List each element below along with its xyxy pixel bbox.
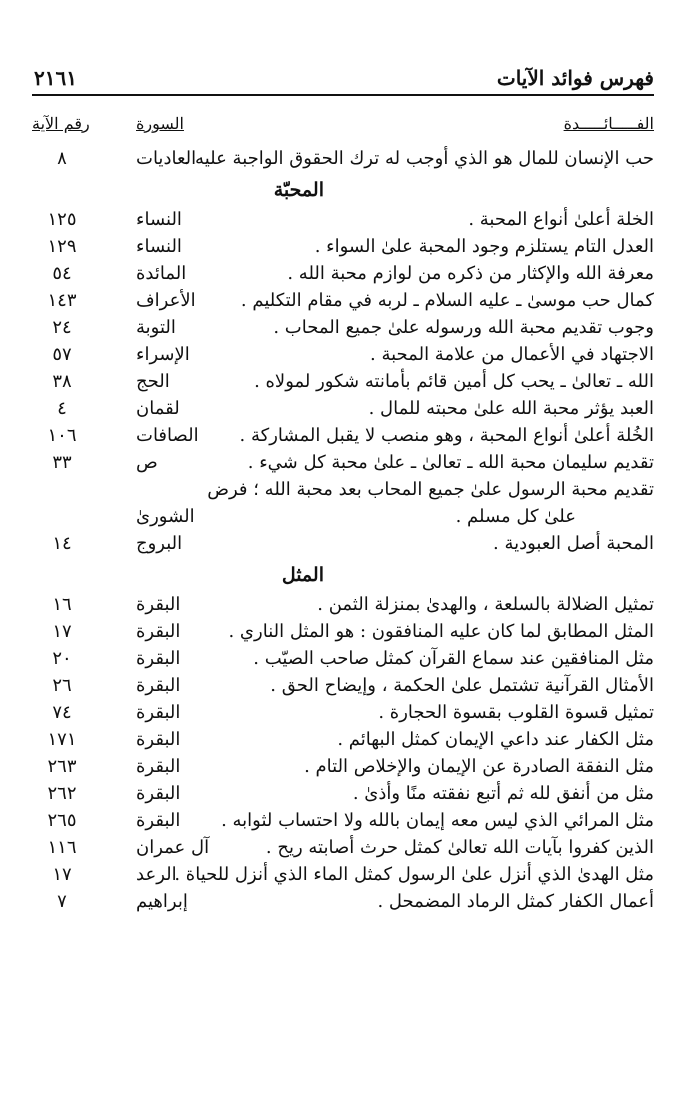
- benefit-text: أعمال الكفار كمثل الرماد المضمحل .: [377, 891, 654, 912]
- ayah-number: ٢٦: [52, 675, 72, 696]
- surah-name: التوبة: [136, 317, 176, 338]
- surah-name: العاديات: [136, 148, 197, 169]
- benefit-text: مثل المرائي الذي ليس معه إيمان بالله ولا احتساب لثوابه .: [221, 810, 654, 831]
- surah-name: المائدة: [136, 263, 187, 284]
- column-header-ayah: رقم الآية: [32, 114, 90, 133]
- table-row: [32, 700, 654, 727]
- surah-name: لقمان: [136, 398, 180, 419]
- header-rule: [32, 94, 654, 96]
- benefit-text: الله ـ تعالىٰ ـ يحب كل أمين قائم بأمانته شكور لمولاه .: [254, 371, 654, 392]
- ayah-number: ٣٨: [52, 371, 72, 392]
- table-row: [32, 477, 654, 504]
- table-row: [32, 234, 654, 261]
- table-row: [32, 862, 654, 889]
- section-heading: [32, 558, 654, 592]
- ayah-number: ١٧١: [47, 729, 77, 750]
- ayah-number: ٢٦٥: [47, 810, 77, 831]
- column-header-surah: السورة: [136, 114, 184, 133]
- table-row: [32, 727, 654, 754]
- surah-name: الصافات: [136, 425, 199, 446]
- ayah-number: ٥٧: [52, 344, 72, 365]
- table-row: [32, 342, 654, 369]
- ayah-number: ٤: [57, 398, 67, 419]
- benefit-text: تمثيل قسوة القلوب بقسوة الحجارة .: [378, 702, 654, 723]
- surah-name: الأعراف: [136, 290, 196, 311]
- benefit-text: وجوب تقديم محبة الله ورسوله علىٰ جميع المحاب .: [273, 317, 654, 338]
- benefit-text: الخلة أعلىٰ أنواع المحبة .: [468, 209, 654, 230]
- ayah-number: ٢٤: [52, 317, 72, 338]
- benefit-text: علىٰ كل مسلم .: [455, 506, 576, 527]
- benefit-text: مثل النفقة الصادرة عن الإيمان والإخلاص التام .: [304, 756, 654, 777]
- ayah-number: ٨: [57, 148, 67, 169]
- table-row: [32, 450, 654, 477]
- ayah-number: ١٢٥: [47, 209, 77, 230]
- surah-name: البقرة: [136, 756, 181, 777]
- table-row: [32, 673, 654, 700]
- surah-name: البقرة: [136, 783, 181, 804]
- ayah-number: ١٢٩: [47, 236, 77, 257]
- surah-name: إبراهيم: [136, 891, 188, 912]
- surah-name: الرعد: [136, 864, 177, 885]
- ayah-number: ٢٠: [52, 648, 72, 669]
- table-row: [32, 207, 654, 234]
- surah-name: البقرة: [136, 675, 181, 696]
- benefit-text: الأمثال القرآنية تشتمل علىٰ الحكمة ، وإيضاح الحق .: [270, 675, 654, 696]
- column-headers: [32, 114, 654, 136]
- surah-name: الشورىٰ: [136, 506, 195, 527]
- surah-name: آل عمران: [136, 837, 210, 858]
- table-row: [32, 889, 654, 916]
- ayah-number: ٣٣: [52, 452, 72, 473]
- benefit-text: مثل من أنفق لله ثم أتبع نفقته منًا وأذىٰ .: [352, 783, 654, 804]
- table-row: [32, 646, 654, 673]
- surah-name: الحج: [136, 371, 170, 392]
- ayah-number: ١١٦: [47, 837, 77, 858]
- benefit-text: العبد يؤثر محبة الله علىٰ محبته للمال .: [368, 398, 654, 419]
- section-heading: [32, 173, 654, 207]
- table-row: [32, 146, 654, 173]
- surah-name: ص: [136, 452, 158, 473]
- benefit-text: تقديم سليمان محبة الله ـ تعالىٰ ـ علىٰ محبة كل شيء .: [247, 452, 654, 473]
- table-row-continuation: [32, 504, 654, 531]
- page-number: ٢١٦١: [34, 66, 77, 90]
- benefit-text: مثل الهدىٰ الذي أنزل علىٰ الرسول كمثل الماء الذي أنزل للحياة .: [174, 864, 654, 885]
- benefit-text: الخُلة أعلىٰ أنواع المحبة ، وهو منصب لا يقبل المشاركة .: [239, 425, 654, 446]
- surah-name: الإسراء: [136, 344, 190, 365]
- benefit-text: تمثيل الضلالة بالسلعة ، والهدىٰ بمنزلة الثمن .: [317, 594, 654, 615]
- table-row: [32, 835, 654, 862]
- table-row: [32, 315, 654, 342]
- benefit-text: كمال حب موسىٰ ـ عليه السلام ـ لربه في مقام التكليم .: [240, 290, 654, 311]
- table-row: [32, 261, 654, 288]
- ayah-number: ١٠٦: [47, 425, 77, 446]
- surah-name: البقرة: [136, 594, 181, 615]
- table-row: [32, 531, 654, 558]
- ayah-number: ٢٦٣: [47, 756, 77, 777]
- ayah-number: ١٤٣: [47, 290, 77, 311]
- table-row: [32, 781, 654, 808]
- ayah-number: ٥٤: [52, 263, 72, 284]
- column-header-benefit: الفـــــائـــــدة: [563, 114, 654, 133]
- ayah-number: ٧: [57, 891, 67, 912]
- ayah-number: ٢٦٢: [47, 783, 77, 804]
- benefit-text: مثل الكفار عند داعي الإيمان كمثل البهائم .: [337, 729, 654, 750]
- table-row: [32, 754, 654, 781]
- surah-name: البقرة: [136, 702, 181, 723]
- ayah-number: ١٧: [52, 864, 72, 885]
- ayah-number: ١٦: [52, 594, 72, 615]
- table-row: [32, 369, 654, 396]
- section-title: المثل: [281, 564, 324, 586]
- benefit-text: العدل التام يستلزم وجود المحبة علىٰ السواء .: [314, 236, 654, 257]
- surah-name: البقرة: [136, 729, 181, 750]
- table-row: [32, 396, 654, 423]
- section-title: المحبّة: [273, 179, 324, 201]
- surah-name: البقرة: [136, 810, 181, 831]
- surah-name: النساء: [136, 236, 182, 257]
- benefit-text: مثل المنافقين عند سماع القرآن كمثل صاحب الصيّب .: [253, 648, 654, 669]
- table-row: [32, 592, 654, 619]
- benefit-text: المثل المطابق لما كان عليه المنافقون : هو المثل الناري .: [228, 621, 654, 642]
- table-row: [32, 423, 654, 450]
- benefit-text: الاجتهاد في الأعمال من علامة المحبة .: [370, 344, 654, 365]
- table-row: [32, 808, 654, 835]
- ayah-number: ١٧: [52, 621, 72, 642]
- benefit-text: الذين كفروا بآيات الله تعالىٰ كمثل حرث أصابته ريح .: [265, 837, 654, 858]
- surah-name: البقرة: [136, 621, 181, 642]
- benefit-text: المحبة أصل العبودية .: [493, 533, 654, 554]
- table-row: [32, 619, 654, 646]
- benefit-text: حب الإنسان للمال هو الذي أوجب له ترك الحقوق الواجبة عليه .: [183, 148, 654, 169]
- benefit-text: تقديم محبة الرسول علىٰ جميع المحاب بعد محبة الله ؛ فرض: [207, 479, 654, 500]
- ayah-number: ١٤: [52, 533, 72, 554]
- ayah-number: ٧٤: [52, 702, 72, 723]
- table-row: [32, 288, 654, 315]
- surah-name: البقرة: [136, 648, 181, 669]
- page-title: فهرس فوائد الآيات: [496, 66, 654, 90]
- index-table: [32, 146, 654, 916]
- surah-name: البروج: [136, 533, 183, 554]
- benefit-text: معرفة الله والإكثار من ذكره من لوازم محبة الله .: [287, 263, 654, 284]
- running-head: [34, 64, 654, 90]
- surah-name: النساء: [136, 209, 182, 230]
